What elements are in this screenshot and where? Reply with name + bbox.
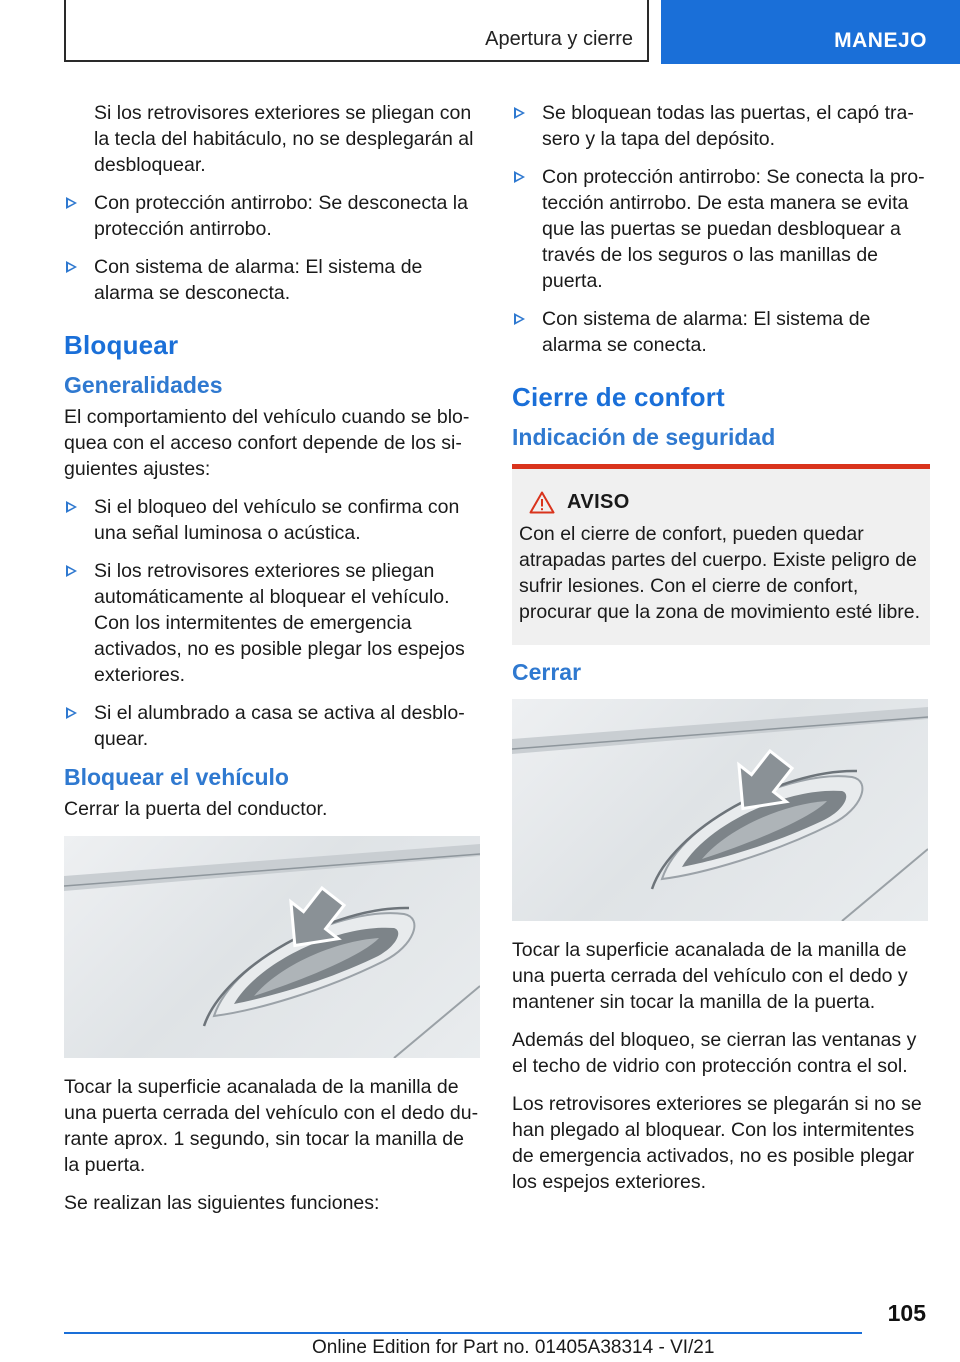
bullet-list-b: [64, 494, 482, 752]
list-item: Con protección antirrobo: Se desconecta la protección antirrobo.: [64, 190, 482, 242]
bullet-triangle-icon: [66, 261, 77, 273]
list-item: Si el bloqueo del vehículo se confirma con una señal luminosa o acústica.: [64, 494, 482, 546]
door-handle-illustration-2: [512, 699, 928, 921]
left-column: [64, 100, 482, 1228]
list-item: Con sistema de alarma: El sistema de alarma se conecta.: [512, 306, 930, 358]
bullet-list-a: [64, 190, 482, 306]
heading-bloquear: Bloquear: [64, 330, 179, 360]
bullet-triangle-icon: [514, 313, 525, 325]
cerrar-paragraph-3: Los retrovisores exteriores se plegarán si no se han plegado al bloquear. Con los intermitentes de emergencia activados, no es posible plegar los espejos exteriores.: [512, 1093, 922, 1193]
door-handle-photo: [64, 836, 480, 1058]
warning-text: Con el cierre de confort, pueden quedar atrapadas partes del cuerpo. Existe peligro de sufrir lesiones. Con el cierre de confort, procurar que la zona de movimiento esté libre.: [519, 523, 921, 623]
list-item: Si el alumbrado a casa se activa al desbloquear.: [64, 700, 482, 752]
list-item: Si los retrovisores exteriores se pliegan automáticamente al bloquear el vehículo. Con los intermitentes de emergencia activados, no es posible plegar los espejos exteriores.: [64, 558, 482, 688]
warning-triangle-icon: [529, 491, 555, 514]
bullet-list-c: [512, 100, 930, 358]
footer-rule: [64, 1332, 862, 1334]
heading-cierre-confort: Cierre de confort: [512, 382, 725, 412]
bullet-triangle-icon: [514, 171, 525, 183]
bullet-triangle-icon: [66, 565, 77, 577]
bullet-triangle-icon: [66, 707, 77, 719]
chapter-tab[interactable]: [661, 0, 960, 64]
warning-box: [512, 464, 930, 645]
tocar-paragraph: Tocar la superficie acanalada de la manilla de una puerta cerrada del vehículo con el dedo durante aprox. 1 segundo, sin tocar la manilla de la puerta.: [64, 1076, 479, 1176]
cerrar-paragraph-1: Tocar la superficie acanalada de la manilla de una puerta cerrada del vehículo con el dedo y mantener sin tocar la manilla de la puerta.: [512, 939, 908, 1013]
list-item: Con protección antirrobo: Se conecta la protección antirrobo. De esta manera se evita que las puertas se puedan desbloquear a través de los seguros o las manillas de puerta.: [512, 164, 930, 294]
list-item: Con sistema de alarma: El sistema de alarma se desconecta.: [64, 254, 482, 306]
header-section-title: Apertura y cierre: [485, 28, 633, 50]
page-number: 105: [887, 1300, 926, 1326]
warning-header: [519, 489, 924, 515]
bullet-triangle-icon: [66, 197, 77, 209]
heading-indicacion-seguridad: Indicación de seguridad: [512, 424, 776, 450]
heading-cerrar: Cerrar: [512, 659, 582, 685]
heading-bloquear-vehiculo: Bloquear el vehículo: [64, 764, 289, 790]
bloquear-paragraph: Cerrar la puerta del conductor.: [64, 798, 328, 820]
header-frame: [64, 0, 649, 62]
bullet-triangle-icon: [66, 501, 77, 513]
door-handle-photo-2: [512, 699, 928, 921]
footer-edition: Online Edition for Part no. 01405A38314 - VI/21: [312, 1337, 715, 1358]
cerrar-paragraph-2: Además del bloqueo, se cierran las ventanas y el techo de vidrio con protección contra el sol.: [512, 1029, 917, 1077]
funciones-paragraph: Se realizan las siguientes funciones:: [64, 1192, 380, 1214]
chapter-tab-label: MANEJO: [834, 29, 927, 52]
heading-generalidades: Generalidades: [64, 372, 223, 398]
right-column: [512, 100, 930, 1207]
intro-paragraph: Si los retrovisores exteriores se pliegan con la tecla del habitáculo, no se desplegarán al desbloquear.: [94, 102, 474, 176]
door-handle-illustration: [64, 836, 480, 1058]
bullet-triangle-icon: [514, 107, 525, 119]
warning-title: AVISO: [567, 491, 630, 513]
generalidades-paragraph: El comportamiento del vehículo cuando se bloquea con el acceso confort depende de los siguientes ajustes:: [64, 406, 470, 480]
list-item: Se bloquean todas las puertas, el capó trasero y la tapa del depósito.: [512, 100, 930, 152]
